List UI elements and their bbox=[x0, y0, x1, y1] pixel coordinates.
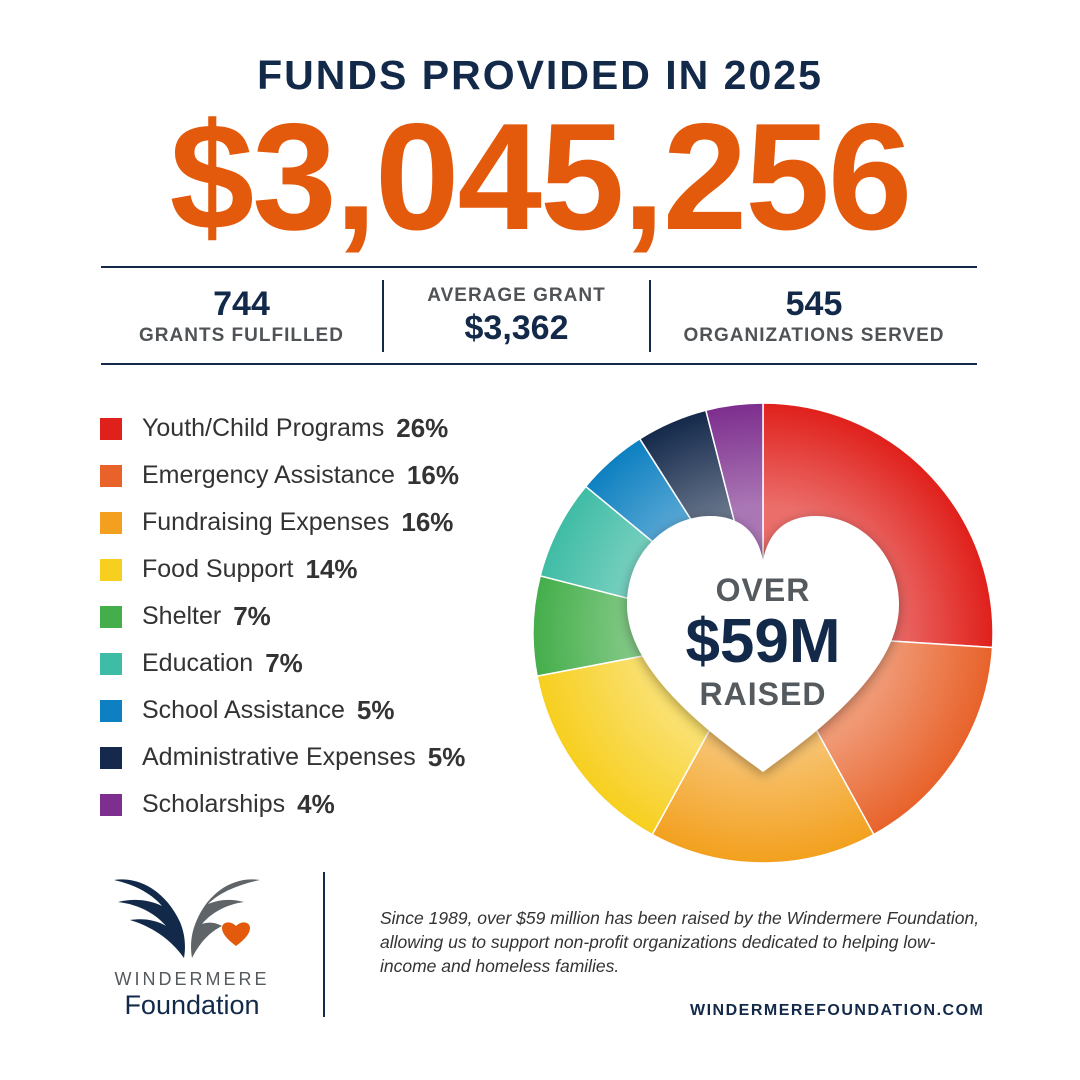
legend-label: Scholarships bbox=[142, 790, 286, 818]
legend-swatch bbox=[100, 794, 122, 816]
legend-label: Administrative Expenses bbox=[142, 743, 416, 771]
stat-organizations-label: ORGANIZATIONS SERVED bbox=[683, 325, 945, 346]
page-title: FUNDS PROVIDED IN 2025 bbox=[257, 52, 823, 98]
stat-average bbox=[384, 270, 649, 362]
legend-item bbox=[100, 499, 465, 546]
legend-item bbox=[100, 734, 465, 781]
legend-item bbox=[100, 593, 465, 640]
stat-organizations bbox=[651, 270, 977, 362]
legend-label: Food Support bbox=[142, 555, 294, 583]
logo-name: WINDERMERE bbox=[114, 969, 270, 989]
legend-swatch bbox=[100, 465, 122, 487]
wings-logo-icon bbox=[110, 872, 274, 962]
center-amount: $59M bbox=[685, 607, 841, 676]
legend-swatch bbox=[100, 512, 122, 534]
legend-item bbox=[100, 687, 465, 734]
legend-value: 16% bbox=[406, 460, 459, 490]
stat-organizations-value: 545 bbox=[785, 285, 843, 323]
legend-item bbox=[100, 546, 465, 593]
legend-swatch bbox=[100, 559, 122, 581]
legend-label: Shelter bbox=[142, 602, 222, 630]
legend-swatch bbox=[100, 700, 122, 722]
legend-value: 7% bbox=[233, 601, 271, 631]
legend-value: 5% bbox=[427, 742, 466, 772]
legend-swatch bbox=[100, 747, 122, 769]
legend-swatch bbox=[100, 418, 122, 440]
legend-label: Emergency Assistance bbox=[142, 461, 395, 489]
foundation-blurb: Since 1989, over $59 million has been raised by the Windermere Foundation, allowing us to support non-profit organizations dedicated to helping low-income and homeless families. bbox=[380, 908, 980, 976]
legend-value: 5% bbox=[356, 695, 395, 725]
website-link[interactable]: WINDERMEREFOUNDATION.COM bbox=[690, 1002, 985, 1019]
legend-value: 26% bbox=[396, 413, 449, 443]
stat-grants bbox=[101, 270, 382, 362]
legend-swatch bbox=[100, 653, 122, 675]
stat-average-value: $3,362 bbox=[464, 309, 569, 347]
total-funds: $3,045,256 bbox=[169, 92, 911, 262]
legend-label: Youth/Child Programs bbox=[142, 414, 385, 442]
top-rule bbox=[101, 266, 977, 268]
legend-value: 4% bbox=[297, 789, 335, 819]
legend-item bbox=[100, 781, 465, 828]
legend-label: School Assistance bbox=[142, 696, 345, 724]
bottom-rule bbox=[101, 363, 977, 365]
legend-swatch bbox=[100, 606, 122, 628]
footer-divider bbox=[323, 872, 325, 1017]
legend-item bbox=[100, 452, 465, 499]
legend-value: 16% bbox=[401, 507, 454, 537]
legend-label: Education bbox=[142, 649, 254, 677]
stat-grants-value: 744 bbox=[213, 285, 270, 323]
center-label bbox=[633, 570, 893, 714]
stat-grants-label: GRANTS FULFILLED bbox=[139, 325, 344, 346]
legend-value: 14% bbox=[305, 554, 358, 584]
legend-label: Fundraising Expenses bbox=[142, 508, 390, 536]
chart-legend bbox=[100, 405, 465, 828]
legend-value: 7% bbox=[265, 648, 303, 678]
logo-sub: Foundation bbox=[124, 990, 260, 1020]
foundation-logo bbox=[110, 872, 274, 1020]
center-over: OVER bbox=[715, 572, 811, 608]
legend-item bbox=[100, 640, 465, 687]
center-raised: RAISED bbox=[699, 676, 827, 712]
stats-bar bbox=[101, 270, 977, 362]
stat-average-label: AVERAGE GRANT bbox=[427, 285, 606, 306]
legend-item bbox=[100, 405, 465, 452]
